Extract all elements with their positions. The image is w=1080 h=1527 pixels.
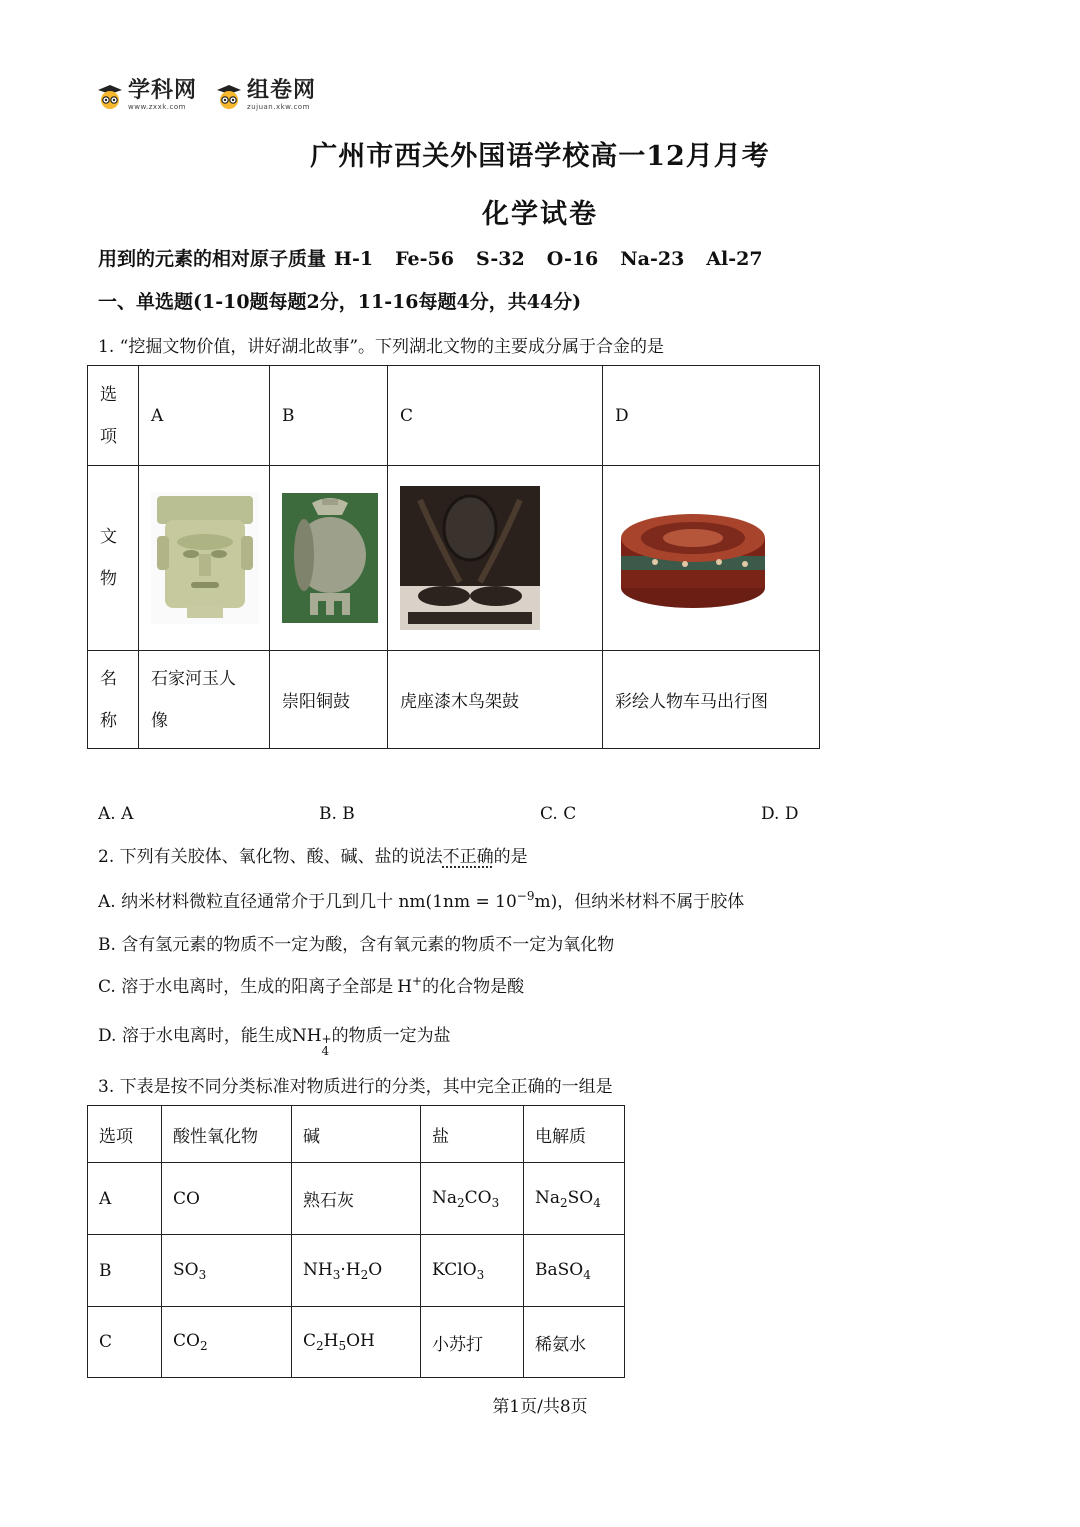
question-2-option-a[interactable] [98,887,744,912]
mass-item: S-32 [475,248,525,270]
option-d[interactable]: D. D [761,804,799,824]
question-2-stem [98,842,528,867]
electrolyte-cell [524,1235,625,1307]
option-text: )，但纳米材料不属于胶体 [550,892,745,912]
question-1-stem: 1. “挖掘文物价值，讲好湖北故事”。下列湖北文物的主要成分属于合金的是 [98,337,665,357]
subscript: 3 [198,1267,207,1282]
base-cell [292,1235,421,1307]
header-base: 碱 [292,1106,421,1163]
section-heading: 一、单选题(1-10题每题2分，11-16每题4分，共44分) [98,291,582,313]
question-2-option-d[interactable] [98,1021,451,1057]
name-b: 崇阳铜鼓 [270,651,388,749]
formula-part: C [303,1331,317,1351]
name-a-line2: 像 [151,710,168,731]
mass-item: O-16 [546,248,599,270]
name-a-line1: 石家河玉人 [151,668,236,689]
subscript: 2 [457,1195,465,1210]
zxxk-logo [96,80,197,111]
electrolyte-cell [524,1163,625,1235]
header-char: 名 [100,668,117,689]
base-cell [292,1307,421,1378]
bronze-drum-image [282,493,378,623]
formula-part: Na [535,1187,561,1208]
atomic-masses-label: 用到的元素的相对原子质量 [98,248,327,270]
formula-part: SO [173,1259,199,1280]
salt-cell [421,1163,524,1235]
column-a: A [139,366,270,466]
row-option: C [88,1307,162,1378]
formula-part: BaSO [535,1259,584,1280]
name-c: 虎座漆木鸟架鼓 [388,651,603,749]
unit: m [534,892,551,912]
formula-part: NH [303,1259,333,1280]
acid-oxide-cell [162,1235,292,1307]
subscript: 5 [338,1339,347,1353]
exam-subtitle: 化学试卷 [482,199,598,230]
option-text: 的物质一定为盐 [331,1026,451,1046]
formula-part: KClO [432,1259,477,1280]
formula-part: CO [464,1187,492,1208]
exam-title: 广州市西关外国语学校高一12月月考 [310,141,770,172]
row-option: A [88,1163,162,1235]
row-header-option [88,366,139,466]
salt-cell: 小苏打 [421,1307,524,1378]
formula-part: OH [346,1331,375,1351]
question-2-option-b[interactable]: B. 含有氢元素的物质不一定为酸，含有氧元素的物质不一定为氧化物 [98,935,615,955]
formula-part: SO [567,1187,594,1208]
subscript: 2 [360,1267,369,1282]
exponent: −9 [516,889,535,903]
electrolyte-cell: 稀氨水 [524,1307,625,1378]
stem-text: 的是 [493,847,528,867]
row-header-relic [88,466,139,651]
ion: NH [291,1026,322,1046]
option-text: 的化合物是酸 [422,977,525,997]
subscript: 3 [332,1267,341,1282]
relic-d-cell [603,466,820,651]
table-row [88,1307,625,1378]
question-3-stem: 3. 下表是按不同分类标准对物质进行的分类，其中完全正确的一组是 [98,1077,613,1097]
ion: H [397,977,413,997]
question-2-option-c[interactable] [98,972,524,997]
header-logos [96,80,316,111]
subscript: 2 [560,1195,568,1210]
header-char: 项 [100,426,117,447]
zujuan-logo [215,80,316,111]
page-footer: 第1页/共8页 [492,1397,588,1417]
subscript: 3 [476,1267,485,1282]
question-1-table [87,365,820,749]
acid-oxide-cell: CO [162,1163,292,1235]
mass-item: Na-23 [620,248,685,270]
subscript: 4 [593,1195,601,1210]
owl-icon [215,83,243,109]
stem-text: 2. 下列有关胶体、氧化物、酸、碱、盐的说法 [98,847,443,867]
charge: + [412,974,423,988]
subscript: 2 [199,1339,208,1353]
formula: 1nm = 10 [432,892,517,912]
header-salt: 盐 [421,1106,524,1163]
subscript: 2 [316,1339,324,1353]
header-acid-oxide: 酸性氧化物 [162,1106,292,1163]
column-d: D [603,366,820,466]
header-electrolyte: 电解质 [524,1106,625,1163]
row-option: B [88,1235,162,1307]
logo-name: 学科网 [128,78,198,103]
mass-item: Al-27 [706,248,763,270]
header-char: 选 [100,384,117,405]
subscript: 4 [583,1267,591,1282]
formula-part: CO [173,1331,200,1351]
formula-part: Na [432,1187,458,1208]
formula-part: H [323,1331,339,1351]
stem-emphasis: 不正确 [442,847,494,867]
header-char: 文 [100,527,117,547]
relic-c-cell [388,466,603,651]
table-row [88,1163,625,1235]
mass-item: Fe-56 [395,248,454,270]
row-header-name [88,651,139,749]
relic-a-cell [139,466,270,651]
subscript: 4 [321,1044,330,1058]
column-c: C [388,366,603,466]
column-b: B [270,366,388,466]
atomic-masses [98,244,785,271]
option-b[interactable]: B. B [319,804,355,824]
relic-b-cell [270,466,388,651]
mass-item: H-1 [334,248,374,270]
option-text: C. 溶于水电离时，生成的阳离子全部是 [98,977,394,997]
name-a [139,651,270,749]
owl-icon [96,83,124,109]
option-c[interactable]: C. C [540,804,577,824]
jade-figure-image [151,492,259,624]
option-a[interactable]: A. A [98,804,134,824]
header-option: 选项 [88,1106,162,1163]
question-3-table [87,1105,625,1378]
table-row [88,1235,625,1307]
base-cell: 熟石灰 [292,1163,421,1235]
option-text: D. 溶于水电离时，能生成 [98,1026,292,1046]
acid-oxide-cell [162,1307,292,1378]
name-d: 彩绘人物车马出行图 [603,651,820,749]
formula-part: ·H [340,1259,361,1280]
option-text: A. 纳米材料微粒直径通常介于几到几十 nm( [98,892,433,912]
formula-part: O [368,1259,383,1280]
logo-url: zujuan.xkw.com [247,103,310,111]
logo-url: www.zxxk.com [128,103,186,111]
painted-box-image [615,502,771,614]
lacquer-drum-image [400,486,540,630]
logo-name: 组卷网 [247,78,317,103]
header-char: 称 [100,710,117,731]
header-char: 物 [100,569,117,589]
charge: + [321,1032,332,1046]
salt-cell [421,1235,524,1307]
subscript: 3 [491,1195,500,1210]
